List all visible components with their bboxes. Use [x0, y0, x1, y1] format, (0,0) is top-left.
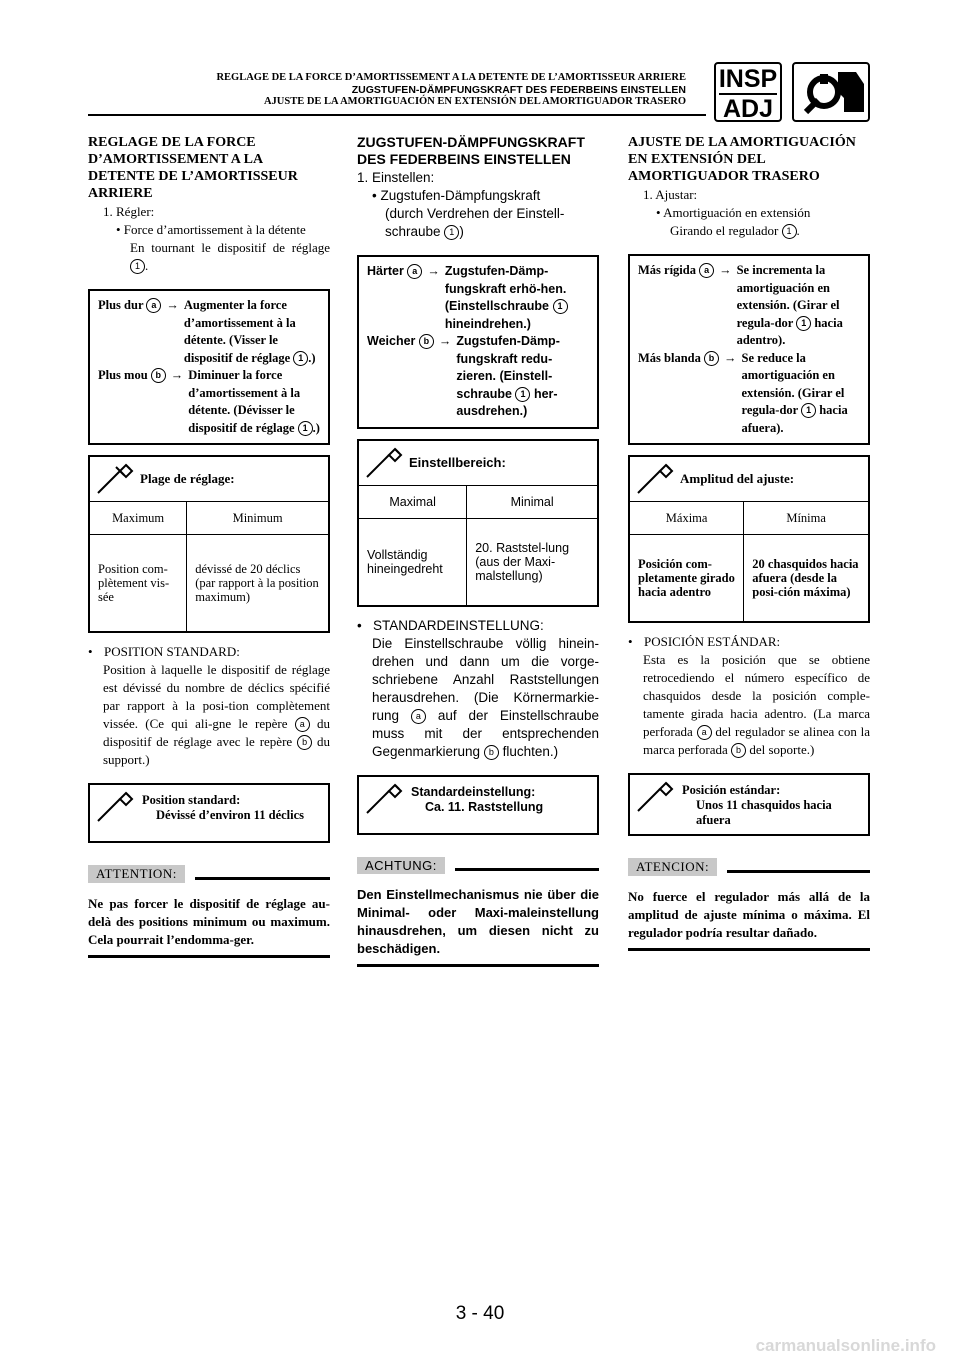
- item-fr: • Force d’amortissement à la détente: [116, 222, 306, 237]
- range-title-es: Amplitud del ajuste:: [680, 471, 795, 486]
- range-max-head-es: Máxima: [630, 502, 744, 535]
- wrench-icon: [359, 777, 409, 821]
- column-spanish: [628, 134, 870, 951]
- range-title-fr: Plage de réglage:: [140, 471, 235, 486]
- section-title-fr: REGLAGE DE LA FORCE D’AMORTISSEMENT A LA DETENTE DE L’AMORTISSEUR ARRIERE: [88, 135, 298, 201]
- std-box-value-de: Ca. 11. Raststellung: [425, 799, 544, 814]
- attention-text-es: No fuerce el regulador más allá de la amplitud de ajuste mínima o máxima. El regulador podría resultar dañado.: [628, 889, 870, 940]
- range-box-de: [357, 439, 599, 607]
- range-max-fr: Position com-plètement vis-sée: [98, 562, 170, 604]
- range-min-de: 20. Raststel-lung (aus der Maxi-malstellung): [467, 518, 597, 605]
- range-max-de: Vollständig hineingedreht: [367, 547, 443, 576]
- step-es: 1. Ajustar:: [643, 187, 698, 202]
- spec-hard-label-es: Más rígida a: [638, 262, 714, 350]
- adjust-direction-box-es: Más rígida a → Se incrementa la amortiguación en extensión. (Girar el regula-dor 1 hacia adentro). Más blanda b → Se reduce la amortiguación en extensión. (Girar el regula-dor 1 hacia afuera).: [628, 254, 870, 445]
- spec-soft-label-de: Weicher b: [367, 333, 434, 421]
- footer-watermark: carmanualsonline.info: [755, 1336, 936, 1355]
- spec-hard-label-de: Härter a: [367, 263, 422, 333]
- spec-soft-text-es: Se reduce la amortiguación en extensión. (Girar el regula-dor 1 hacia afuera).: [741, 350, 848, 435]
- spec-soft-text-de: Zugstufen-Dämp-fungskraft redu-zieren. (Einstell-schraube 1 her-ausdrehen.): [456, 334, 560, 418]
- range-title-de: Einstellbereich:: [409, 455, 506, 470]
- item-es: • Amortiguación en extensión: [656, 205, 811, 220]
- range-box-es: [628, 455, 870, 623]
- wrench-icon: [630, 457, 680, 501]
- attention-text-fr: Ne pas forcer le dispositif de réglage au-delà des positions minimum ou maximum. Cela pourrait l’endomma-ger.: [88, 896, 330, 947]
- spec-soft-label-es: Más blanda b: [638, 350, 719, 438]
- adjust-direction-box-fr: Plus dur a → Augmenter la force d’amortissement à la détente. (Visser le dispositif de réglage 1 .) Plus mou b → Diminuer la force d’amortissement à la détente. (Dévisser le dispositif de réglage 1 .): [88, 289, 330, 445]
- badge-insp: INSP: [718, 65, 778, 93]
- wrench-icon: [630, 775, 680, 819]
- badge-adj: ADJ: [722, 95, 773, 123]
- std-box-title-fr: Position standard:: [142, 793, 241, 807]
- adjust-direction-box-de: Härter a → Zugstufen-Dämp-fungskraft erhö-hen. (Einstellschraube 1 hineindrehen.) Weicher b → Zugstufen-Dämp-fungskraft redu-zieren. (Einstell-schraube 1 her-ausdrehen.): [357, 255, 599, 429]
- attention-label-fr: ATTENTION:: [88, 865, 185, 883]
- attention-label-de: ACHTUNG:: [357, 857, 445, 874]
- standard-box-de: [357, 775, 599, 835]
- section-title-de: ZUGSTUFEN-DÄMPFUNGSKRAFT DES FEDERBEINS EINSTELLEN: [357, 134, 585, 167]
- range-max-es: Posición com-pletamente girado hacia adentro: [638, 557, 735, 599]
- column-french: [88, 134, 330, 958]
- range-min-es: 20 chasquidos hacia afuera (desde la posi-ción máxima): [744, 535, 868, 622]
- attention-text-de: Den Einstellmechanismus nie über die Minimal- oder Maxi-maleinstellung hinausdrehen, um diesen nicht zu beschädigen.: [357, 886, 599, 956]
- standard-box-fr: [88, 783, 330, 843]
- desc-de: (durch Verdrehen der Einstell-schraube 1 ): [385, 206, 565, 239]
- range-min-head-es: Mínima: [744, 502, 868, 535]
- header-title-es: AJUSTE DE LA AMORTIGUACIÓN EN EXTENSIÓN DEL AMORTIGUADOR TRASERO: [263, 96, 686, 107]
- spec-soft-text-fr: Diminuer la force d’amortissement à la détente. (Dévisser le dispositif de réglage 1 .): [188, 368, 320, 435]
- range-min-fr: dévissé de 20 déclics (par rapport à la position maximum): [187, 535, 328, 632]
- standard-box-es: [628, 773, 870, 836]
- desc-fr: En tournant le dispositif de réglage 1 .: [130, 240, 330, 273]
- step-de: 1. Einstellen:: [357, 170, 435, 185]
- std-text-fr: Position à laquelle le dispositif de réglage est dévissé du nombre de déclics spécifié par rapport à la posi-tion complètement vissée. (Ce qui ali-gne le repère a du dispositif de réglage avec le repère b du support.): [103, 662, 331, 767]
- header-rule: [88, 114, 706, 116]
- std-intro-es: • POSICIÓN ESTÁNDAR:: [628, 634, 781, 649]
- spec-soft-label-fr: Plus mou b: [98, 367, 166, 437]
- std-text-es: Esta es la posición que se obtiene retrocediendo el número específico de chasquidos desde la posición comple-tamente girada hacia adentro. (La marca perforada a del regulador se alinea con la marca perforada b del soporte.): [643, 652, 870, 757]
- header-title-de: ZUGSTUFEN-DÄMPFUNGSKRAFT DES FEDERBEINS EINSTELLEN: [351, 84, 686, 96]
- wrench-icon: [359, 441, 409, 485]
- wrench-icon: [90, 457, 140, 501]
- std-box-title-de: Standardeinstellung:: [411, 784, 536, 799]
- std-box-value-fr: Dévissé d’environ 11 déclics: [156, 808, 305, 822]
- range-min-head-de: Minimal: [467, 486, 597, 519]
- column-german: [357, 134, 599, 967]
- std-intro-de: • STANDARDEINSTELLUNG:: [357, 617, 544, 633]
- page-number: 3 - 40: [455, 1303, 505, 1324]
- header-titles: [216, 72, 686, 108]
- range-max-head-de: Maximal: [359, 486, 467, 519]
- step-fr: 1. Régler:: [103, 204, 155, 219]
- attention-de: [357, 857, 599, 967]
- std-intro-fr: • POSITION STANDARD:: [88, 644, 240, 659]
- spec-hard-label-fr: Plus dur a: [98, 297, 161, 367]
- spec-hard-text-es: Se incrementa la amortiguación en extensión. (Girar el regula-dor 1 hacia adentro).: [736, 263, 843, 347]
- range-max-head-fr: Maximum: [90, 502, 187, 535]
- std-box-value-es: Unos 11 chasquidos hacia afuera: [696, 798, 832, 827]
- attention-es: [628, 858, 870, 951]
- wrench-hand-icon: [792, 62, 870, 122]
- wrench-icon: [90, 785, 140, 829]
- spec-hard-text-fr: Augmenter la force d’amortissement à la détente. (Visser le dispositif de réglage 1 .): [183, 298, 316, 365]
- item-de: • Zugstufen-Dämpfungskraft: [372, 188, 541, 203]
- section-title-es: AJUSTE DE LA AMORTIGUACIÓN EN EXTENSIÓN DEL AMORTIGUADOR TRASERO: [628, 135, 856, 184]
- insp-adj-badge: [714, 62, 782, 122]
- range-min-head-fr: Minimum: [187, 502, 328, 535]
- spec-hard-text-de: Zugstufen-Dämp-fungskraft erhö-hen. (Einstellschraube 1 hineindrehen.): [444, 264, 567, 331]
- std-box-title-es: Posición estándar:: [682, 783, 781, 797]
- header-title-fr: REGLAGE DE LA FORCE D’AMORTISSEMENT A LA DETENTE DE L’AMORTISSEUR ARRIERE: [216, 72, 686, 83]
- desc-es: Girando el regulador 1 .: [670, 223, 800, 238]
- std-text-de: Die Einstellschraube völlig hinein-drehen und dann um die vorge-schriebene Anzahl Raststellungen herausdrehen. (Die Körnermarkie-rung a auf der Einstellschraube muss mit der entsprechenden Gegenmarkierung b fluchten.): [372, 635, 599, 759]
- attention-fr: [88, 865, 330, 958]
- attention-label-es: ATENCION:: [628, 858, 717, 876]
- range-box-fr: [88, 455, 330, 633]
